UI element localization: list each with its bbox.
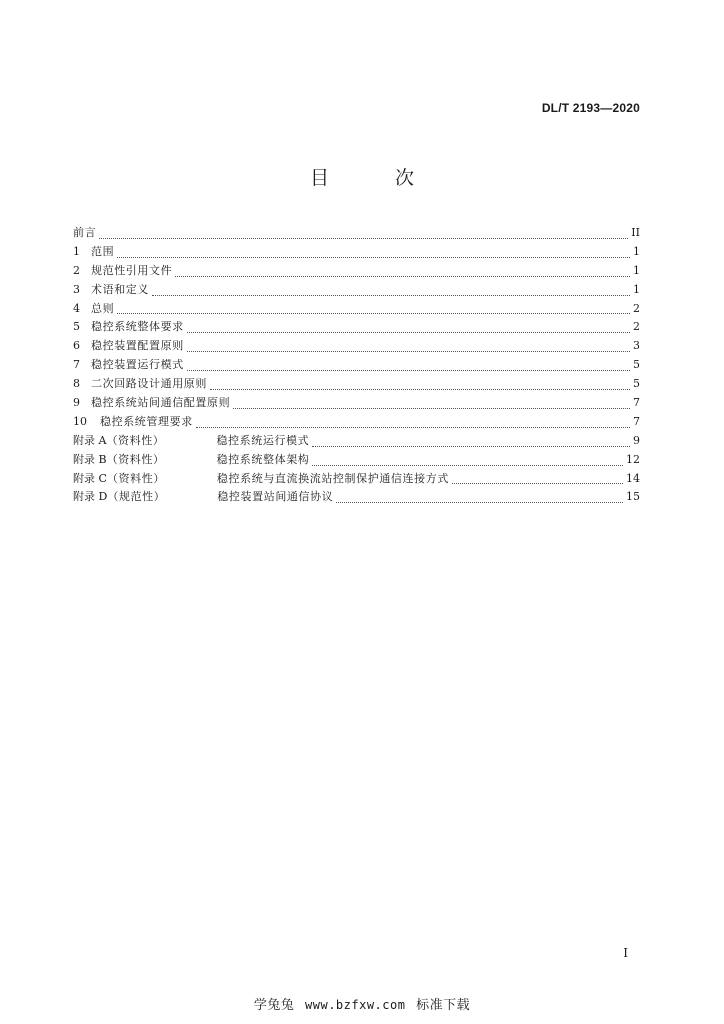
toc-entry-4[interactable] [73,300,640,319]
toc-label: 稳控装置配置原则 [91,339,184,353]
toc-section-number: 8 [73,377,80,391]
toc-entry-5[interactable] [73,318,640,337]
toc-page-number: 2 [633,320,640,334]
toc-entry-foreword[interactable] [73,224,640,243]
toc-page-number: 9 [633,433,640,447]
toc-page-number: 1 [633,244,640,258]
footer-tagline: 标准下载 [416,998,471,1013]
toc-label: 总则 [91,301,115,315]
toc-entry-appendix-d[interactable] [73,488,640,507]
toc-leader-dots [175,275,630,277]
toc-leader-dots [312,464,623,466]
toc-leader-dots [117,256,630,258]
toc-label: 稳控系统整体架构 [216,452,310,466]
toc-page-number: 3 [633,339,640,353]
toc-entry-9[interactable] [73,394,640,413]
toc-entry-appendix-c[interactable] [73,470,640,489]
toc-appendix-number: 附录 A [73,433,107,447]
toc-leader-dots [99,237,628,239]
toc-leader-dots [187,331,630,333]
page-title: 目 次 [309,167,445,189]
toc-page-number: 1 [633,282,640,296]
toc-entry-appendix-b[interactable] [73,451,640,470]
toc-label: 稳控装置站间通信协议 [217,490,334,504]
toc-label: 稳控装置运行模式 [91,358,184,372]
toc-leader-dots [312,445,630,447]
toc-label: 稳控系统管理要求 [100,414,193,428]
toc-appendix-kind: （资料性） [106,433,165,447]
toc-section-number: 6 [73,339,80,353]
toc-section-number: 9 [73,396,80,410]
toc-label: 范围 [91,244,115,258]
toc-section-number: 5 [73,320,80,334]
toc-page-number: 1 [633,263,640,277]
toc-section-number: 4 [73,301,80,315]
toc-leader-dots [452,482,623,484]
toc-leader-dots [187,350,630,352]
toc-section-number: 2 [73,263,80,277]
toc-leader-dots [233,407,630,409]
toc-page-number: 2 [633,301,640,315]
toc-entry-7[interactable] [73,356,640,375]
toc-leader-dots [117,312,630,314]
toc-entry-2[interactable] [73,262,640,281]
page-number: I [623,946,628,960]
toc-section-number: 1 [73,244,80,258]
toc-section-number: 7 [73,358,80,372]
toc-appendix-number: 附录 D [73,490,108,504]
toc-page-number: II [631,226,640,239]
toc-page-number: 14 [626,471,640,485]
table-of-contents [73,224,640,507]
toc-section-number: 3 [73,282,80,296]
toc-label: 术语和定义 [91,282,149,296]
toc-entry-6[interactable] [73,337,640,356]
toc-appendix-kind: （资料性） [106,452,165,466]
toc-leader-dots [336,501,623,503]
toc-page-number: 7 [633,414,640,428]
toc-page-number: 12 [626,452,640,466]
toc-appendix-kind: （资料性） [106,471,165,485]
toc-entry-1[interactable] [73,243,640,262]
toc-entry-8[interactable] [73,375,640,394]
toc-page-number: 15 [626,490,640,504]
toc-entry-appendix-a[interactable] [73,432,640,451]
toc-leader-dots [152,294,630,296]
toc-section-number: 10 [73,414,87,428]
toc-leader-dots [196,426,630,428]
footer-watermark [0,994,724,1013]
toc-page-number: 5 [633,377,640,391]
toc-label: 稳控系统与直流换流站控制保护通信连接方式 [216,471,449,485]
toc-label: 稳控系统运行模式 [216,433,310,447]
toc-entry-3[interactable] [73,281,640,300]
toc-label: 稳控系统整体要求 [91,320,184,334]
toc-appendix-number: 附录 C [73,471,107,485]
toc-leader-dots [210,388,630,390]
toc-page-number: 7 [633,396,640,410]
toc-appendix-number: 附录 B [73,452,107,466]
toc-label: 规范性引用文件 [91,263,173,277]
toc-label: 稳控系统站间通信配置原则 [91,396,231,410]
toc-label: 前言 [73,226,97,239]
toc-entry-10[interactable] [73,413,640,432]
toc-page-number: 5 [633,358,640,372]
document-code: DL/T 2193—2020 [541,101,640,115]
toc-label: 二次回路设计通用原则 [91,377,207,391]
footer-brand: 学兔兔 [253,998,295,1013]
toc-appendix-kind: （规范性） [107,490,166,504]
toc-leader-dots [187,369,630,371]
footer-site-link[interactable]: www.bzfxw.com [305,998,406,1012]
